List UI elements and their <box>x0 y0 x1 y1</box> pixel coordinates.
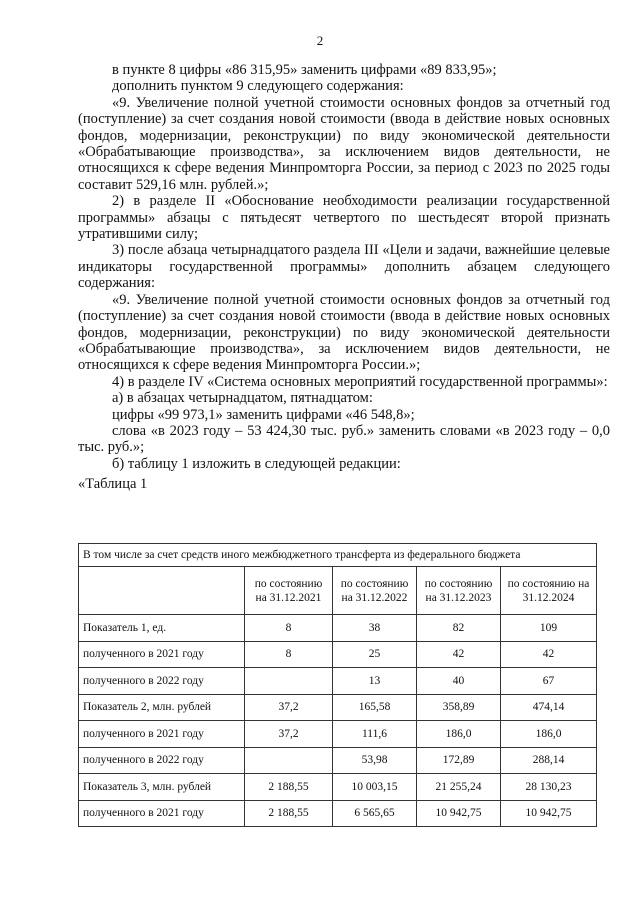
table-caption: «Таблица 1 <box>78 476 148 493</box>
table-cell: 28 130,23 <box>501 774 597 801</box>
table-header-row <box>79 567 597 615</box>
column-header: по состоянию на 31.12.2023 <box>417 567 501 615</box>
table-row <box>79 668 597 695</box>
table-row <box>79 694 597 721</box>
paragraph: слова «в 2023 году – 53 424,30 тыс. руб.» заменить словами «в 2023 году – 0,0 тыс. руб.»; <box>78 422 610 456</box>
column-header: по состоянию на 31.12.2024 <box>501 567 597 615</box>
table-title: В том числе за счет средств иного межбюджетного трансферта из федерального бюджета <box>79 544 597 567</box>
paragraph: цифры «99 973,1» заменить цифрами «46 548,8»; <box>112 406 415 423</box>
paragraph: дополнить пунктом 9 следующего содержания: <box>112 78 404 95</box>
table-row <box>79 721 597 748</box>
page-number: 2 <box>316 33 324 48</box>
column-header: по состоянию на 31.12.2022 <box>333 567 417 615</box>
table-cell: 10 003,15 <box>333 774 417 801</box>
table-cell: 288,14 <box>501 747 597 774</box>
table-cell: 8 <box>245 641 333 668</box>
table-cell: 42 <box>501 641 597 668</box>
table-cell: 10 942,75 <box>417 800 501 827</box>
paragraph: 3) после абзаца четырнадцатого раздела III «Цели и задачи, важнейшие целевые индикаторы государственной программы» дополнить абзацем следующего содержания: <box>78 242 610 292</box>
table-cell: 2 188,55 <box>245 800 333 827</box>
table-cell: 37,2 <box>245 721 333 748</box>
paragraph: 4) в разделе IV «Система основных мероприятий государственной программы»: <box>112 373 608 390</box>
table-cell: 82 <box>417 615 501 642</box>
table-row <box>79 800 597 827</box>
table-cell: 358,89 <box>417 694 501 721</box>
table-cell <box>245 668 333 695</box>
table-cell <box>245 747 333 774</box>
table-cell: 67 <box>501 668 597 695</box>
row-label: полученного в 2022 году <box>79 747 245 774</box>
table-cell: 40 <box>417 668 501 695</box>
table-cell: 10 942,75 <box>501 800 597 827</box>
row-label: Показатель 1, ед. <box>79 615 245 642</box>
row-label: полученного в 2021 году <box>79 800 245 827</box>
row-label: полученного в 2021 году <box>79 721 245 748</box>
row-label: полученного в 2021 году <box>79 641 245 668</box>
table-cell: 42 <box>417 641 501 668</box>
table-cell: 13 <box>333 668 417 695</box>
table-cell: 38 <box>333 615 417 642</box>
row-label: Показатель 2, млн. рублей <box>79 694 245 721</box>
table-cell: 111,6 <box>333 721 417 748</box>
table-header-empty <box>79 567 245 615</box>
table-row <box>79 615 597 642</box>
table-row <box>79 774 597 801</box>
table-row <box>79 747 597 774</box>
table-cell: 186,0 <box>417 721 501 748</box>
table-cell: 6 565,65 <box>333 800 417 827</box>
indicators-table <box>78 543 597 827</box>
table-cell: 53,98 <box>333 747 417 774</box>
column-header: по состоянию на 31.12.2021 <box>245 567 333 615</box>
table-cell: 474,14 <box>501 694 597 721</box>
table-cell: 37,2 <box>245 694 333 721</box>
row-label: Показатель 3, млн. рублей <box>79 774 245 801</box>
table-cell: 25 <box>333 641 417 668</box>
table-cell: 165,58 <box>333 694 417 721</box>
table-cell: 186,0 <box>501 721 597 748</box>
table-cell: 2 188,55 <box>245 774 333 801</box>
paragraph: «9. Увеличение полной учетной стоимости основных фондов за отчетный год (поступление) за счет создания новой стоимости (ввода в действие новых основных фондов, модернизации, реконструкции) по виду экономической деятельности «Обрабатывающие производства», за исключением видов деятельности, не относящихся к сфере ведения Минпромторга России.»; <box>78 291 610 374</box>
document-body <box>78 62 610 493</box>
paragraph: в пункте 8 цифры «86 315,95» заменить цифрами «89 833,95»; <box>112 62 497 78</box>
paragraph: 2) в разделе II «Обоснование необходимости реализации государственной программы» абзацы с пятьдесят четвертого по шестьдесят второй признать утратившими силу; <box>78 193 610 243</box>
table-cell: 21 255,24 <box>417 774 501 801</box>
paragraph: а) в абзацах четырнадцатом, пятнадцатом: <box>112 390 373 407</box>
paragraph: б) таблицу 1 изложить в следующей редакции: <box>112 455 401 472</box>
table-cell: 8 <box>245 615 333 642</box>
paragraph: «9. Увеличение полной учетной стоимости основных фондов за отчетный год (поступление) за счет создания новой стоимости (ввода в действие новых основных фондов, модернизации, реконструкции) по виду экономической деятельности «Обрабатывающие производства», за исключением видов деятельности, не относящихся к сфере ведения Минпромторга России, за период с 2023 по 2025 годы составит 529,16 млн. рублей.»; <box>78 94 610 193</box>
table-row <box>79 641 597 668</box>
row-label: полученного в 2022 году <box>79 668 245 695</box>
table-cell: 109 <box>501 615 597 642</box>
table-cell: 172,89 <box>417 747 501 774</box>
table-title-row <box>79 544 597 567</box>
